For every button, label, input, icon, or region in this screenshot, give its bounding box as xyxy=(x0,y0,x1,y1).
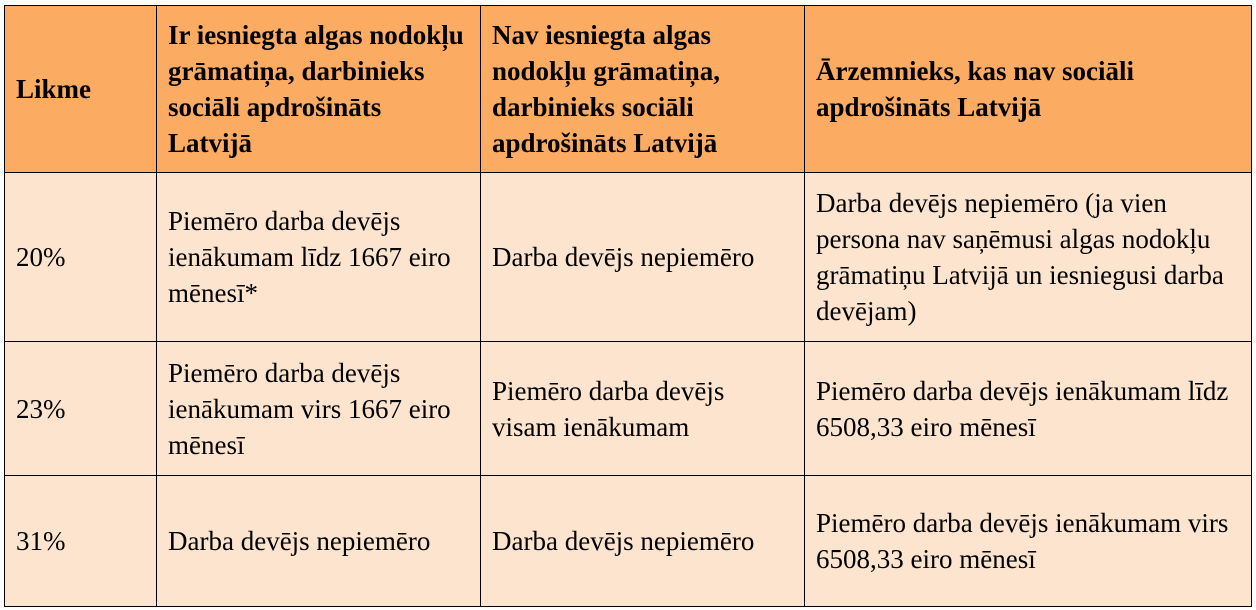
cell-rate: 23% xyxy=(5,342,157,476)
header-foreigner: Ārzemnieks, kas nav sociāli apdrošināts Latvijā xyxy=(805,6,1252,173)
header-with-tax-book: Ir iesniegta algas nodokļu grāmatiņa, darbinieks sociāli apdrošināts Latvijā xyxy=(157,6,481,173)
cell-rate: 31% xyxy=(5,476,157,607)
cell-with-tax-book: Piemēro darba devējs ienākumam virs 1667 eiro mēnesī xyxy=(157,342,481,476)
cell-rate: 20% xyxy=(5,173,157,342)
cell-with-tax-book: Darba devējs nepiemēro xyxy=(157,476,481,607)
cell-without-tax-book: Piemēro darba devējs visam ienākumam xyxy=(481,342,805,476)
cell-foreigner: Piemēro darba devējs ienākumam līdz 6508,33 eiro mēnesī xyxy=(805,342,1252,476)
cell-foreigner: Piemēro darba devējs ienākumam virs 6508,33 eiro mēnesī xyxy=(805,476,1252,607)
cell-without-tax-book: Darba devējs nepiemēro xyxy=(481,476,805,607)
table-row xyxy=(5,342,1252,476)
cell-with-tax-book: Piemēro darba devējs ienākumam līdz 1667 eiro mēnesī* xyxy=(157,173,481,342)
table-row xyxy=(5,476,1252,607)
table-row xyxy=(5,173,1252,342)
cell-foreigner: Darba devējs nepiemēro (ja vien persona nav saņēmusi algas nodokļu grāmatiņu Latvijā un iesniegusi darba devējam) xyxy=(805,173,1252,342)
header-rate: Likme xyxy=(5,6,157,173)
cell-without-tax-book: Darba devējs nepiemēro xyxy=(481,173,805,342)
header-without-tax-book: Nav iesniegta algas nodokļu grāmatiņa, darbinieks sociāli apdrošināts Latvijā xyxy=(481,6,805,173)
table-header-row xyxy=(5,6,1252,173)
tax-rate-table xyxy=(4,5,1252,607)
